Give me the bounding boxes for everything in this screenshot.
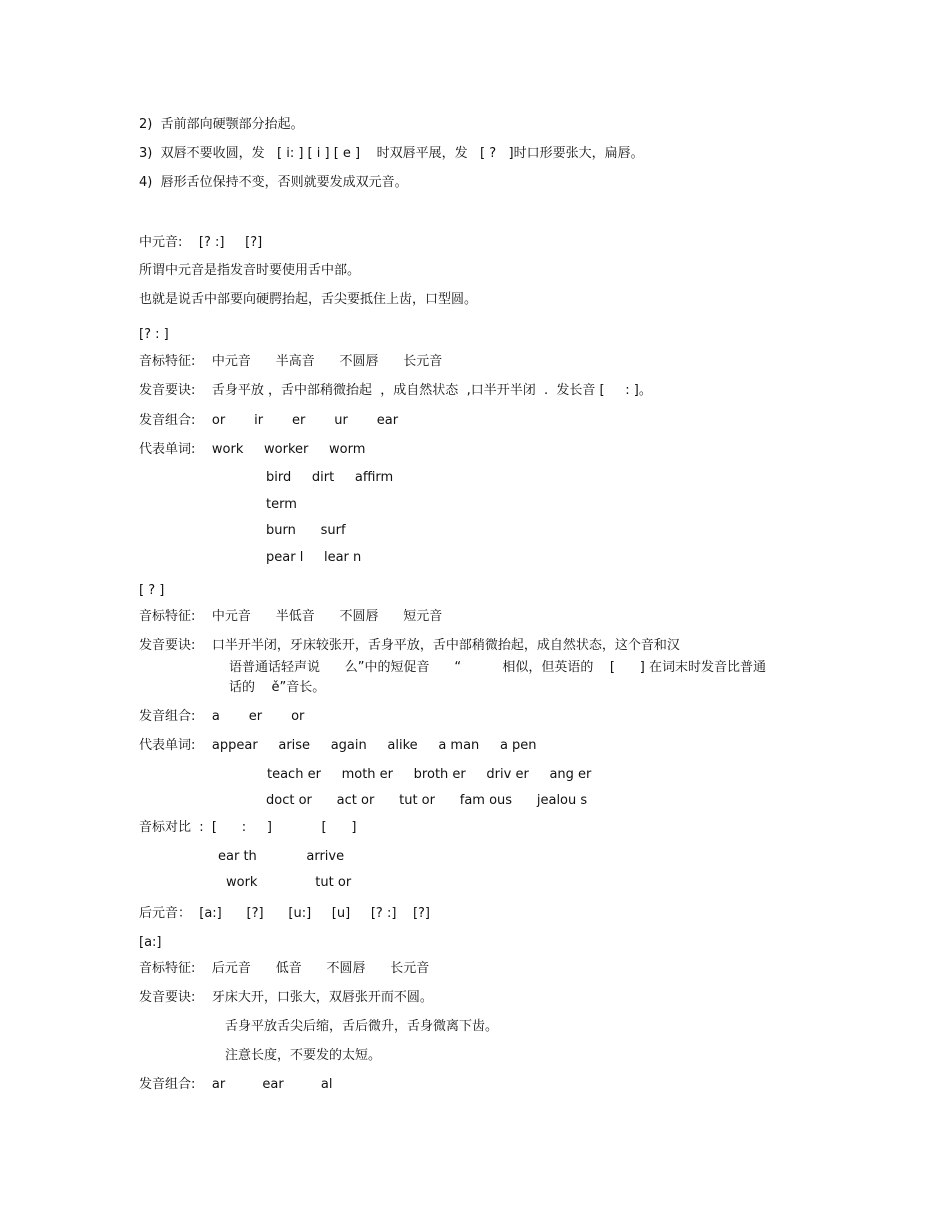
phoneme-heading: [ ? ] [139,583,165,598]
text-line: 注意长度，不要发的太短。 [225,1048,382,1063]
word-line: doct or act or tut or fam ous jealou s [266,793,588,808]
text-line: 音标特征: 中元音 半高音 不圆唇 长元音 [139,354,443,369]
text-line: 音标对比 : [ : ] [ ] [139,820,357,835]
text-line: 4) 唇形舌位保持不变，否则就要发成双元音。 [139,175,408,190]
text-line: 也就是说舌中部要向硬腭抬起，舌尖要抵住上齿，口型圆。 [139,292,478,307]
word-line: pear l lear n [266,550,362,565]
text-line: 2) 舌前部向硬颚部分抬起。 [139,117,304,132]
word-line: work tut or [226,875,352,890]
phoneme-heading: [a:] [139,935,162,950]
text-line: 舌身平放舌尖后缩，舌后微升，舌身微离下齿。 [225,1019,499,1034]
text-line: 所谓中元音是指发音时要使用舌中部。 [139,263,361,278]
text-line: 发音组合: or ir er ur ear [139,413,399,428]
text-line: 话的 ě”音长。 [229,680,326,695]
text-line: 代表单词: work worker worm [139,442,366,457]
text-line: 语普通话轻声说 么”中的短促音 “ 相似，但英语的 [ ] 在词末时发音比普通 [229,660,766,675]
word-line: term [266,497,297,512]
text-line: 音标特征: 中元音 半低音 不圆唇 短元音 [139,609,443,624]
section-heading: 后元音： [a:] [?] [u:] [u] [? :] [?] [139,906,430,921]
word-line: burn surf [266,523,346,538]
text-line: 发音要诀: 舌身平放 ，舌中部稍微抬起 ，成自然状态 ,口半开半闭 . 发长音 [ : ]。 [139,383,652,398]
phoneme-heading: [? : ] [139,327,169,342]
text-line: 发音组合: ar ear al [139,1077,333,1092]
section-heading: 中元音: [? :] [?] [139,235,263,250]
text-line: 发音要诀: 口半开半闭，牙床较张开，舌身平放，舌中部稍微抬起，成自然状态，这个音和汉 [139,638,680,653]
word-line: ear th arrive [218,849,345,864]
word-line: bird dirt affirm [266,470,394,485]
text-line: 代表单词: appear arise again alike a man a pen [139,738,537,753]
text-line: 3) 双唇不要收圆，发 [ i: ] [ i ] [ e ] 时双唇平展，发 [ ? ]时口形要张大，扁唇。 [139,146,644,161]
word-line: teach er moth er broth er driv er ang er [267,767,592,782]
text-line: 发音要诀: 牙床大开，口张大，双唇张开而不圆。 [139,990,433,1005]
text-line: 发音组合: a er or [139,709,305,724]
text-line: 音标特征: 后元音 低音 不圆唇 长元音 [139,961,430,976]
